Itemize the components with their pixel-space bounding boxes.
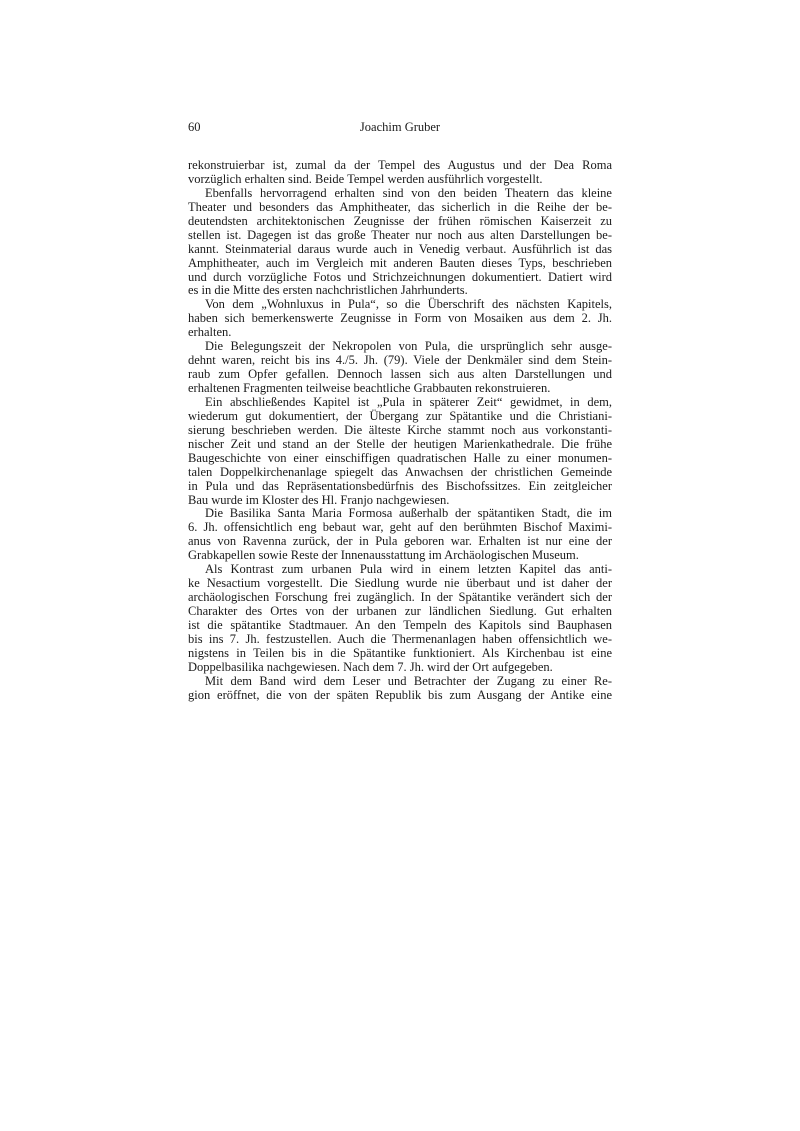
text-line: Doppelbasilika nachgewiesen. Nach dem 7. Jh. wird der Ort aufgegeben.	[188, 659, 553, 674]
text-line: Theater und besonders das Amphitheater, das sicherlich in die Reihe der be-	[188, 199, 612, 214]
text-line: Bau wurde im Kloster des Hl. Franjo nachgewiesen.	[188, 492, 450, 507]
running-head-author: Joachim Gruber	[359, 120, 441, 134]
text-line: nigstens in Teilen bis in die Spätantike funktioniert. Als Kirchenbau ist eine	[188, 645, 612, 660]
text-line: talen Doppelkirchenanlage spiegelt das Anwachsen der christlichen Gemeinde	[188, 464, 612, 479]
text-line: in Pula und das Repräsentationsbedürfnis des Bischofssitzes. Ein zeitgleicher	[188, 478, 612, 493]
text-line: ke Nesactium vorgestellt. Die Siedlung wurde nie überbaut und ist daher der	[188, 576, 612, 591]
text-line: und durch vorzügliche Fotos und Strichzeichnungen dokumentiert. Datiert wird	[188, 269, 612, 284]
text-line: Baugeschichte von einer einschiffigen quadratischen Halle zu einer monumen-	[188, 450, 612, 465]
text-line: dehnt waren, reicht bis ins 4./5. Jh. (79). Viele der Denkmäler sind dem Stein-	[188, 353, 612, 368]
text-line: Amphitheater, auch im Vergleich mit anderen Bauten dieses Typs, beschrieben	[188, 255, 612, 270]
paragraph	[188, 563, 612, 675]
text-line: es in die Mitte des ersten nachchristlichen Jahrhunderts.	[188, 283, 468, 298]
text-line: nischer Zeit und stand an der Stelle der heutigen Marienkathedrale. Die frühe	[188, 436, 612, 451]
paragraph	[188, 298, 612, 340]
text-line: vorzüglich erhalten sind. Beide Tempel werden ausführlich vorgestellt.	[188, 171, 543, 186]
text-line: deutendsten architektonischen Zeugnisse der frühen römischen Kaiserzeit zu	[188, 213, 612, 228]
text-line: Grabkapellen sowie Reste der Innenausstattung im Archäologischen Museum.	[188, 548, 579, 563]
text-line: bis ins 7. Jh. festzustellen. Auch die Thermenanlagen haben offensichtlich we-	[188, 631, 612, 646]
text-line: rekonstruierbar ist, zumal da der Tempel des Augustus und der Dea Roma	[188, 158, 612, 172]
text-line: anus von Ravenna zurück, der in Pula geboren war. Erhalten ist nur eine der	[188, 534, 612, 549]
text-line: gion eröffnet, die von der späten Republik bis zum Ausgang der Antike eine	[188, 687, 612, 702]
text-line: erhaltenen Fragmenten teilweise beachtliche Grabbauten rekonstruieren.	[188, 381, 551, 395]
paragraph	[188, 187, 612, 299]
body-text	[188, 159, 612, 703]
paragraph	[188, 396, 612, 508]
text-line: 6. Jh. offensichtlich eng bebaut war, geht auf den berühmten Bischof Maximi-	[188, 520, 612, 535]
text-line: erhalten.	[188, 325, 232, 340]
text-line: haben sich bemerkenswerte Zeugnisse in Form von Mosaiken aus dem 2. Jh.	[188, 311, 612, 326]
text-line: kannt. Steinmaterial daraus wurde auch in Venedig verbaut. Ausführlich ist das	[188, 241, 612, 256]
text-line: archäologischen Forschung frei zugänglich. In der Spätantike verändert sich der	[188, 590, 612, 605]
text-line: Die Basilika Santa Maria Formosa außerhalb der spätantiken Stadt, die im	[205, 506, 612, 521]
text-line: stellen ist. Dagegen ist das große Theater nur noch aus alten Darstellungen be-	[188, 227, 612, 242]
text-line: Ein abschließendes Kapitel ist „Pula in späterer Zeit“ gewidmet, in dem,	[205, 394, 612, 409]
paragraph	[188, 507, 612, 563]
text-line: ist die spätantike Stadtmauer. An den Tempeln des Kapitols sind Bauphasen	[188, 617, 612, 632]
paragraph	[188, 159, 612, 187]
text-line: Charakter des Ortes von der urbanen zur ländlichen Siedlung. Gut erhalten	[188, 604, 612, 618]
text-line: raub zum Opfer gefallen. Dennoch lassen sich aus alten Darstellungen und	[188, 367, 612, 382]
text-line: sierung beschrieben werden. Die älteste Kirche stammt noch aus vorkonstanti-	[188, 422, 612, 437]
paragraph	[188, 340, 612, 396]
text-line: wiederum gut dokumentiert, der Übergang zur Spätantike und die Christiani-	[188, 408, 612, 423]
text-line: Als Kontrast zum urbanen Pula wird in einem letzten Kapitel das anti-	[205, 562, 612, 577]
text-line: Von dem „Wohnluxus in Pula“, so die Überschrift des nächsten Kapitels,	[205, 297, 612, 312]
page-header	[188, 120, 612, 136]
text-line: Die Belegungszeit der Nekropolen von Pula, die ursprünglich sehr ausge-	[205, 339, 612, 354]
paragraph	[188, 675, 612, 703]
text-line: Ebenfalls hervorragend erhalten sind von den beiden Theatern das kleine	[205, 185, 612, 200]
text-line: Mit dem Band wird dem Leser und Betrachter der Zugang zu einer Re-	[205, 673, 612, 688]
page-number: 60	[188, 120, 201, 134]
